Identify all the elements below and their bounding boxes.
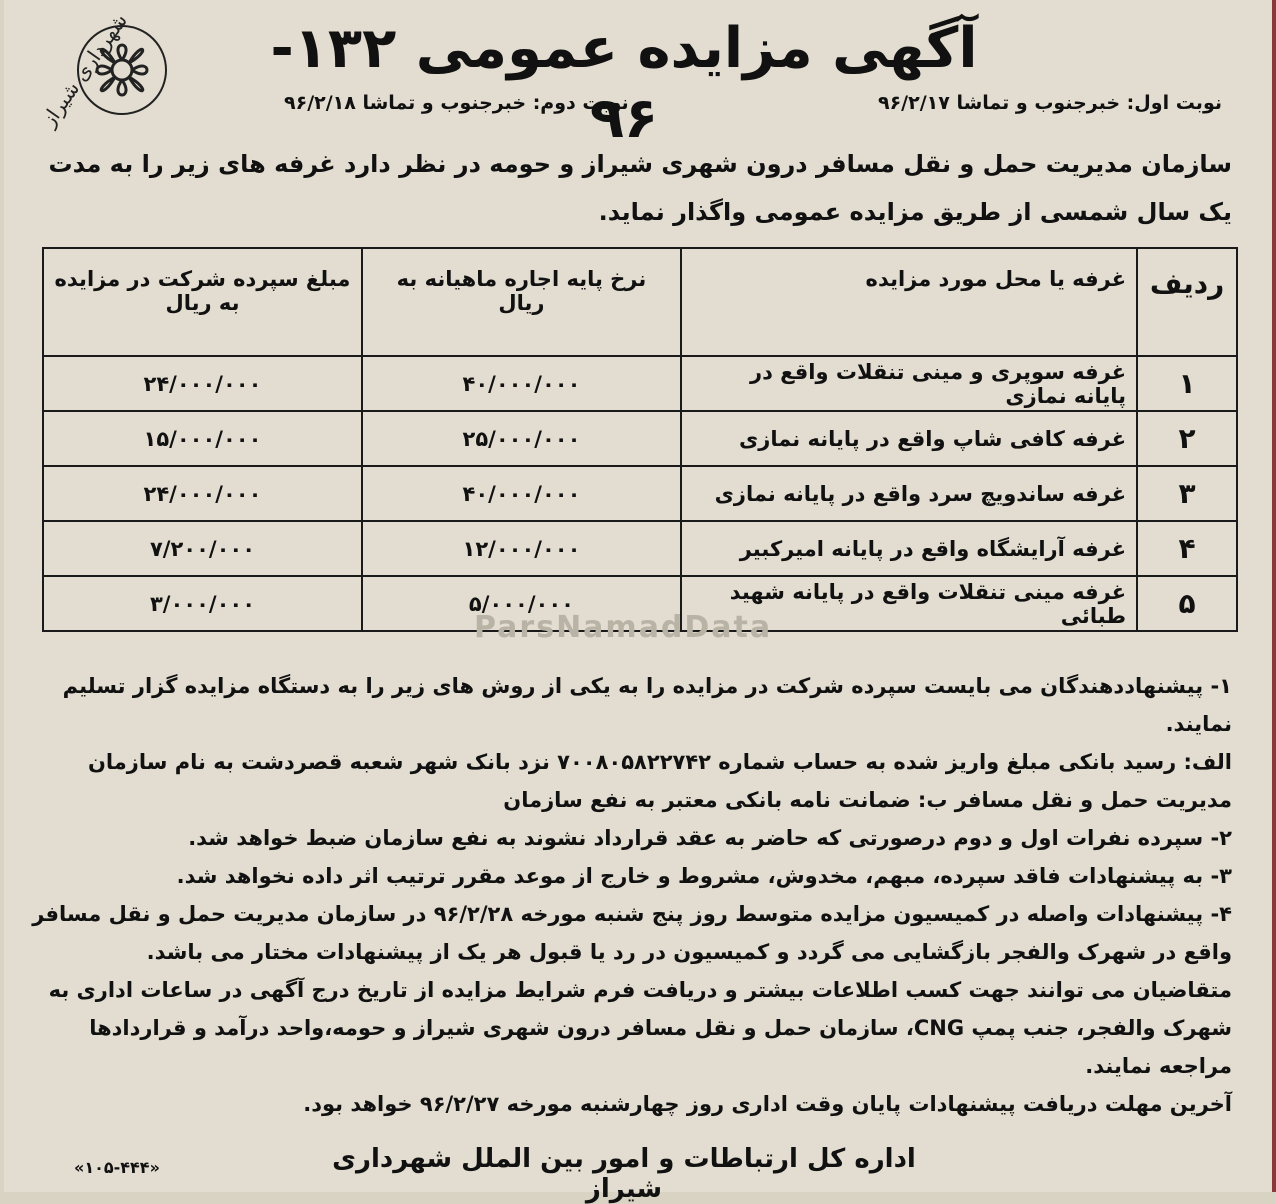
- ad-code: «۱۰۵-۴۴۴»: [74, 1158, 160, 1177]
- cell-place: غرفه آرایشگاه واقع در پایانه امیرکبیر: [681, 521, 1137, 576]
- issuer-signature: اداره کل ارتباطات و امور بین الملل شهرداری شیراز: [332, 1144, 916, 1204]
- header-deposit: مبلغ سپرده شرکت در مزایده به ریال: [43, 248, 362, 356]
- page-title: آگهی مزایده عمومی ۱۳۲- ۹۶: [270, 16, 978, 151]
- conditions-body: [32, 667, 1232, 1123]
- cell-deposit: ۲۴/۰۰۰/۰۰۰: [43, 466, 362, 521]
- advertisement-page: [4, 0, 1276, 1204]
- applicant-info: متقاضیان می توانند جهت کسب اطلاعات بیشتر و دریافت فرم شرایط مزایده از تاریخ درج آگهی در ساعات اداری به شهرک والفجر، جنب پمپ CNG، سازمان حمل و نقل مسافر درون شهری شیراز و حومه،واحد درآمد و قراردادها مراجعه نمایند.: [48, 978, 1232, 1078]
- cell-row-number: ۳: [1137, 466, 1237, 521]
- cell-deposit: ۳/۰۰۰/۰۰۰: [43, 576, 362, 631]
- intro-paragraph: سازمان مدیریت حمل و نقل مسافر درون شهری شیراز و حومه در نظر دارد غرفه های زیر را به مدت یک سال شمسی از طریق مزایده عمومی واگذار نماید.: [48, 150, 1232, 226]
- cell-row-number: ۴: [1137, 521, 1237, 576]
- shiraz-municipality-logo-icon: [22, 8, 182, 158]
- table-row: [43, 356, 1237, 411]
- condition-2: ۲- سپرده نفرات اول و دوم درصورتی که حاضر به عقد قرارداد نشوند به نفع سازمان ضبط خواهد شد.: [188, 826, 1232, 850]
- cell-place: غرفه ساندویچ سرد واقع در پایانه نمازی: [681, 466, 1137, 521]
- deadline: آخرین مهلت دریافت پیشنهادات پایان وقت اداری روز چهارشنبه مورخه ۹۶/۲/۲۷ خواهد بود.: [303, 1092, 1232, 1116]
- header-row-number: ردیف: [1137, 248, 1237, 356]
- table-row: [43, 521, 1237, 576]
- cell-deposit: ۷/۲۰۰/۰۰۰: [43, 521, 362, 576]
- watermark: ParsNamadData: [474, 610, 773, 645]
- cell-place: غرفه کافی شاپ واقع در پایانه نمازی: [681, 411, 1137, 466]
- cell-rent: ۱۲/۰۰۰/۰۰۰: [362, 521, 681, 576]
- svg-text:شهرداری شیراز: شهرداری شیراز: [36, 8, 132, 131]
- header-rent: نرخ پایه اجاره ماهیانه به ریال: [362, 248, 681, 356]
- second-publication: نوبت دوم: خبرجنوب و تماشا ۹۶/۲/۱۸: [284, 92, 629, 114]
- table-row: [43, 411, 1237, 466]
- header-place: غرفه یا محل مورد مزایده: [681, 248, 1137, 356]
- table-header-row: [43, 248, 1237, 356]
- table-row: [43, 466, 1237, 521]
- auction-table: [42, 247, 1238, 632]
- cell-deposit: ۲۴/۰۰۰/۰۰۰: [43, 356, 362, 411]
- cell-rent: ۵/۰۰۰/۰۰۰: [362, 576, 681, 631]
- cell-rent: ۴۰/۰۰۰/۰۰۰: [362, 466, 681, 521]
- cell-place: غرفه سوپری و مینی تنقلات واقع در پایانه نمازی: [681, 356, 1137, 411]
- condition-1-options: الف: رسید بانکی مبلغ واریز شده به حساب شماره ۷۰۰۸۰۵۸۲۲۷۴۲ نزد بانک شهر شعبه قصردشت به نام سازمان مدیریت حمل و نقل مسافر ب: ضمانت نامه بانکی معتبر به نفع سازمان: [88, 750, 1232, 812]
- condition-4: ۴- پیشنهادات واصله در کمیسیون مزایده متوسط روز پنج شنبه مورخه ۹۶/۲/۲۸ در سازمان مدیریت حمل و نقل مسافر واقع در شهرک والفجر بازگشایی می گردد و کمیسیون در رد یا قبول هر یک از پیشنهادات مختار می باشد.: [32, 902, 1232, 964]
- cell-row-number: ۵: [1137, 576, 1237, 631]
- condition-1: ۱- پیشنهاددهندگان می بایست سپرده شرکت در مزایده را به یکی از روش های زیر را به دستگاه مزایده گزار تسلیم نمایند.: [62, 674, 1232, 736]
- condition-3: ۳- به پیشنهادات فاقد سپرده، مبهم، مخدوش، مشروط و خارج از موعد مقرر ترتیب اثر داده نخواهد شد.: [176, 864, 1232, 888]
- cell-row-number: ۲: [1137, 411, 1237, 466]
- cell-row-number: ۱: [1137, 356, 1237, 411]
- cell-place: غرفه مینی تنقلات واقع در پایانه شهید طبائی: [681, 576, 1137, 631]
- cell-rent: ۲۵/۰۰۰/۰۰۰: [362, 411, 681, 466]
- cell-deposit: ۱۵/۰۰۰/۰۰۰: [43, 411, 362, 466]
- first-publication: نوبت اول: خبرجنوب و تماشا ۹۶/۲/۱۷: [877, 92, 1222, 114]
- cell-rent: ۴۰/۰۰۰/۰۰۰: [362, 356, 681, 411]
